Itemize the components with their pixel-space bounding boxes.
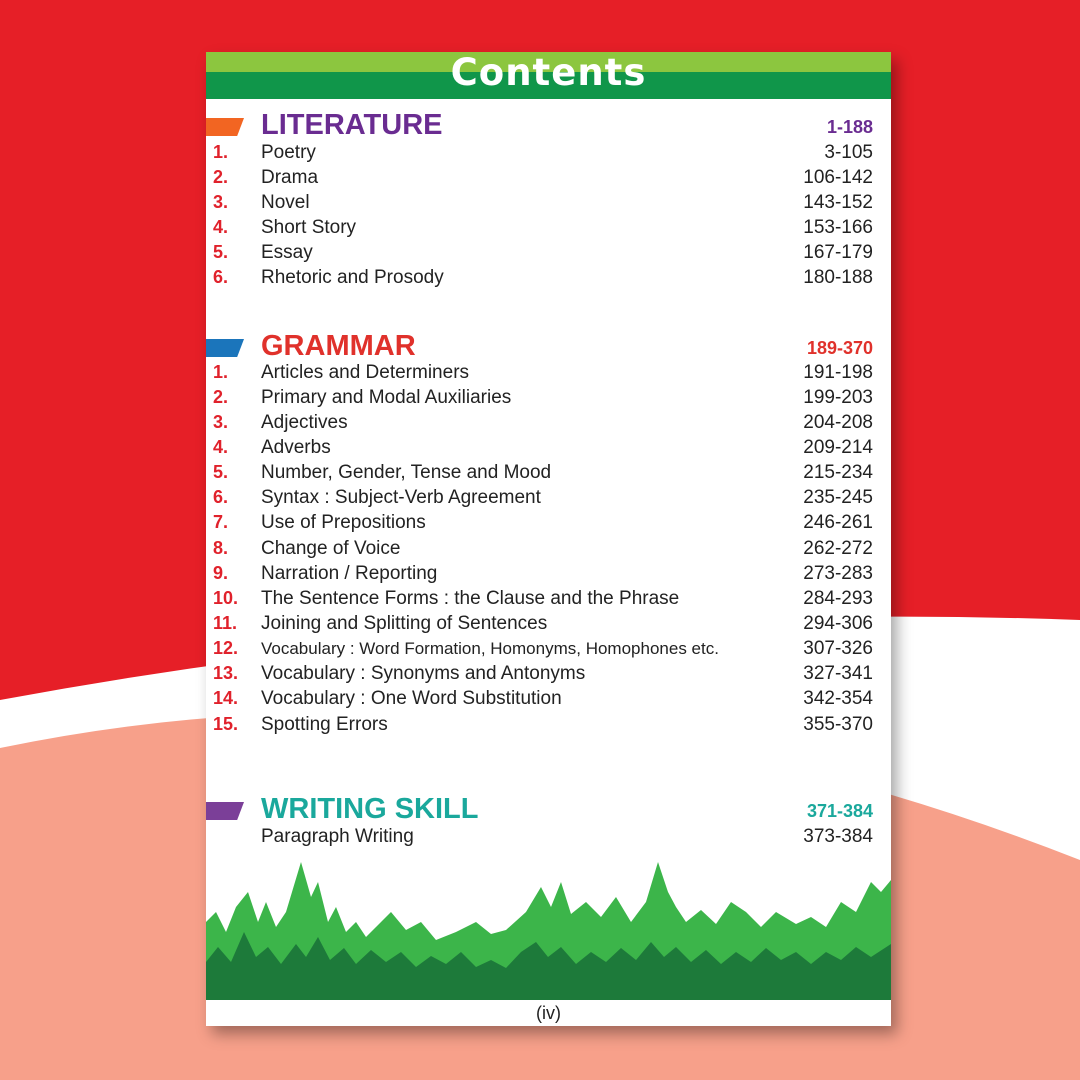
- item-label: Joining and Splitting of Sentences: [261, 613, 548, 634]
- item-pages: 143-152: [803, 192, 873, 213]
- list-item: [206, 636, 891, 661]
- list-item: [206, 686, 891, 711]
- list-item: [206, 410, 891, 435]
- item-label: Drama: [261, 167, 319, 188]
- item-label: Primary and Modal Auxiliaries: [261, 387, 512, 408]
- item-number: 2.: [213, 387, 229, 407]
- item-number: 15.: [213, 714, 239, 734]
- item-number: 9.: [213, 563, 229, 583]
- item-pages: 204-208: [803, 412, 873, 433]
- list-item: [206, 265, 891, 290]
- forest-illustration: [206, 852, 891, 1000]
- item-number: 3.: [213, 192, 229, 212]
- item-number: 6.: [213, 267, 229, 287]
- item-label: Vocabulary : One Word Substitution: [261, 688, 562, 709]
- item-label: Articles and Determiners: [261, 362, 470, 383]
- list-item: [206, 611, 891, 636]
- list-item: [206, 586, 891, 611]
- contents-page: [206, 52, 891, 1026]
- item-label: Poetry: [261, 142, 316, 163]
- item-pages: 327-341: [803, 663, 873, 684]
- list-item: [206, 165, 891, 190]
- section-flag: [206, 118, 244, 136]
- contents-header: [206, 52, 891, 99]
- item-label: Spotting Errors: [261, 714, 388, 735]
- item-pages: 106-142: [803, 167, 873, 188]
- item-label: Novel: [261, 192, 310, 213]
- item-number: 7.: [213, 512, 229, 532]
- item-number: 1.: [213, 142, 229, 162]
- item-label: Vocabulary : Word Formation, Homonyms, Homophones etc.: [261, 639, 719, 658]
- item-number: 5.: [213, 462, 229, 482]
- item-pages: 167-179: [803, 242, 873, 263]
- item-pages: 215-234: [803, 462, 873, 483]
- list-item: [206, 385, 891, 410]
- item-pages: 3-105: [824, 142, 873, 163]
- item-number: 4.: [213, 437, 229, 457]
- item-number: 8.: [213, 538, 229, 558]
- item-label: Adverbs: [261, 437, 331, 458]
- section-title: LITERATURE: [261, 109, 443, 141]
- item-label: Short Story: [261, 217, 357, 238]
- item-number: 10.: [213, 588, 239, 608]
- item-pages: 355-370: [803, 714, 873, 735]
- list-item: [206, 435, 891, 460]
- list-item: [206, 215, 891, 240]
- item-label: The Sentence Forms : the Clause and the Phrase: [261, 588, 680, 609]
- item-label: Syntax : Subject-Verb Agreement: [261, 487, 541, 508]
- section-title: WRITING SKILL: [261, 793, 479, 825]
- list-item: [206, 485, 891, 510]
- item-label: Use of Prepositions: [261, 512, 426, 533]
- item-pages: 199-203: [803, 387, 873, 408]
- list-item: [206, 360, 891, 385]
- item-number: 14.: [213, 688, 239, 708]
- item-pages: 191-198: [803, 362, 873, 383]
- list-item: [206, 712, 891, 737]
- item-pages: 262-272: [803, 538, 873, 559]
- item-number: 4.: [213, 217, 229, 237]
- item-label: Rhetoric and Prosody: [261, 267, 444, 288]
- item-number: 5.: [213, 242, 229, 262]
- item-pages: 342-354: [803, 688, 873, 709]
- item-number: 6.: [213, 487, 229, 507]
- list-item: [206, 460, 891, 485]
- item-number: 11.: [213, 613, 238, 633]
- item-pages: 235-245: [803, 487, 873, 508]
- item-label: Vocabulary : Synonyms and Antonyms: [261, 663, 586, 684]
- item-number: 3.: [213, 412, 229, 432]
- item-pages: 246-261: [803, 512, 873, 533]
- item-pages: 153-166: [803, 217, 873, 238]
- item-pages: 284-293: [803, 588, 873, 609]
- page-number: (iv): [536, 1003, 561, 1023]
- list-item: [206, 561, 891, 586]
- item-label: Paragraph Writing: [261, 826, 414, 847]
- list-item: [206, 510, 891, 535]
- item-label: Essay: [261, 242, 313, 263]
- item-pages: 307-326: [803, 638, 873, 659]
- item-label: Number, Gender, Tense and Mood: [261, 462, 552, 483]
- item-pages: 180-188: [803, 267, 873, 288]
- item-pages: 209-214: [803, 437, 873, 458]
- item-label: Adjectives: [261, 412, 348, 433]
- list-item: [206, 190, 891, 215]
- section-pages: 1-188: [826, 117, 873, 137]
- item-label: Narration / Reporting: [261, 563, 438, 584]
- item-pages: 273-283: [803, 563, 873, 584]
- item-number: 12.: [213, 638, 239, 658]
- item-number: 2.: [213, 167, 229, 187]
- section-pages: 371-384: [806, 801, 873, 821]
- section-pages: 189-370: [806, 338, 873, 358]
- page-title: Contents: [450, 52, 647, 94]
- item-number: 13.: [213, 663, 239, 683]
- item-label: Change of Voice: [261, 538, 401, 559]
- list-item: [206, 536, 891, 561]
- item-number: 1.: [213, 362, 229, 382]
- section-flag: [206, 339, 244, 357]
- list-item: [206, 824, 891, 849]
- section-title: GRAMMAR: [261, 330, 416, 362]
- list-item: [206, 140, 891, 165]
- list-item: [206, 661, 891, 686]
- section-flag: [206, 802, 244, 820]
- item-pages: 373-384: [803, 826, 873, 847]
- list-item: [206, 240, 891, 265]
- item-pages: 294-306: [803, 613, 873, 634]
